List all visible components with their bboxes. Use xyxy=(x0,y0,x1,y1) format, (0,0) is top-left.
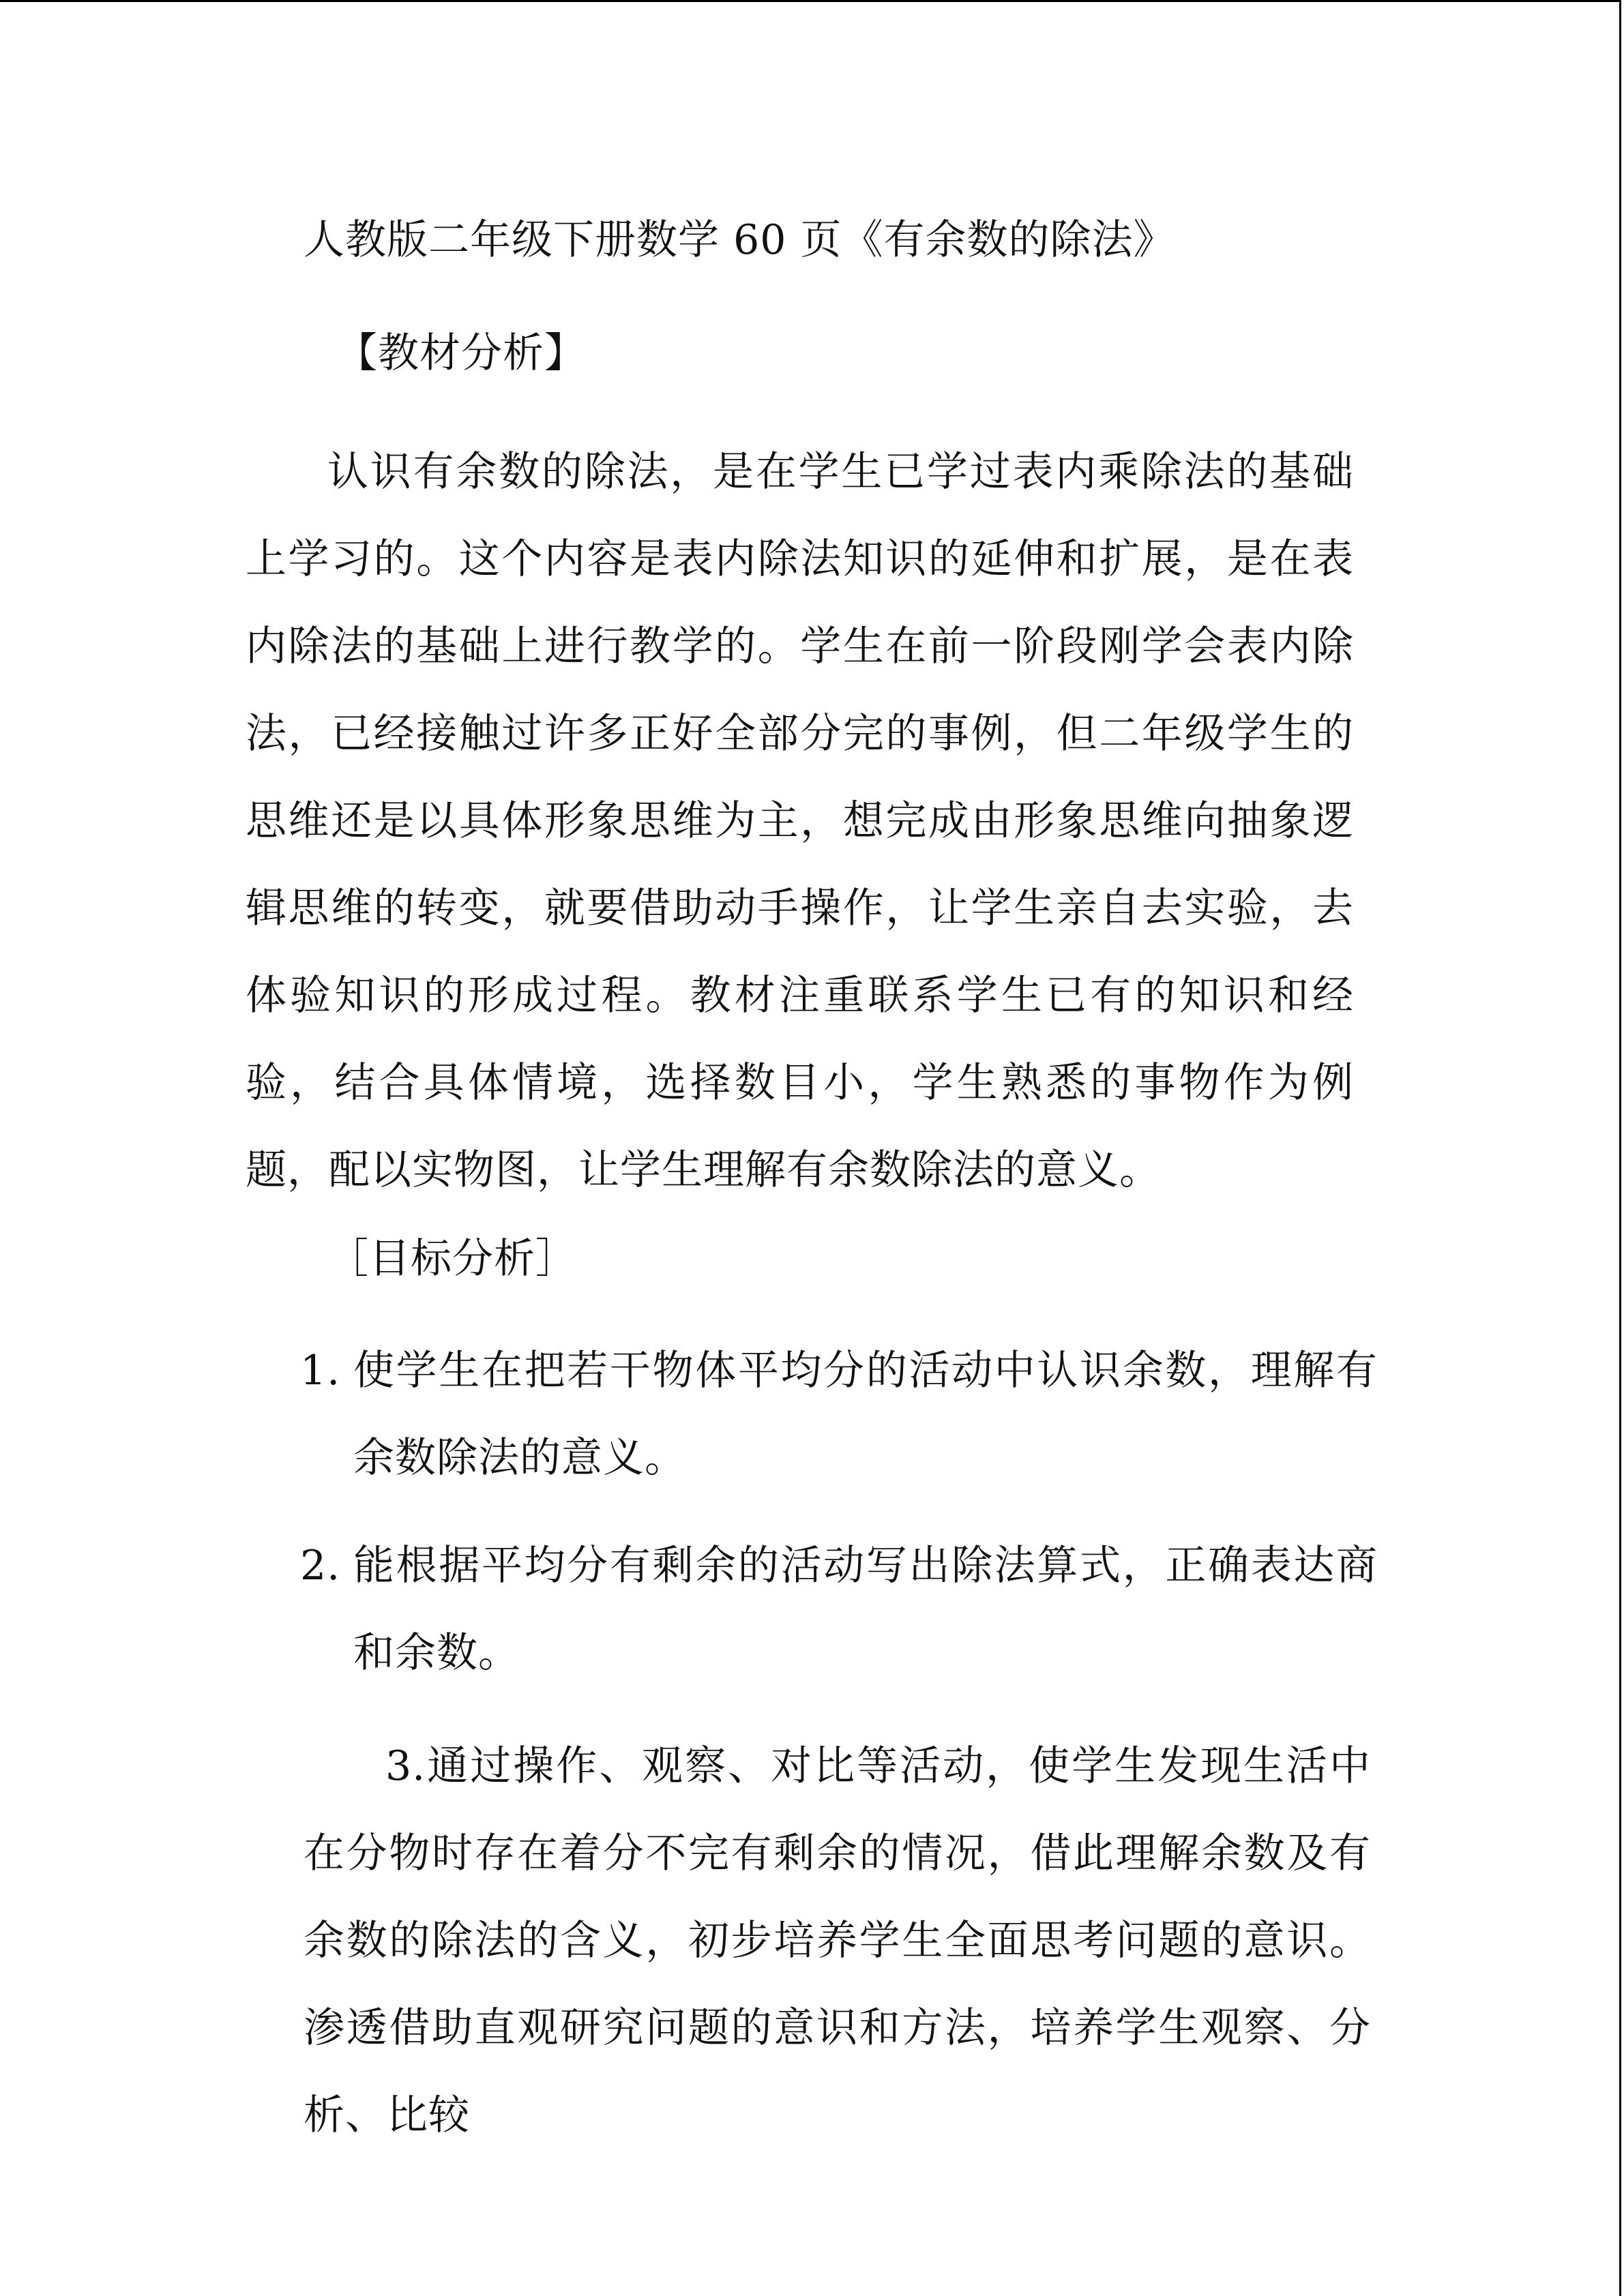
goal-number: 1. xyxy=(300,1347,341,1395)
section-heading-textbook-analysis: 【教材分析】 xyxy=(336,329,586,377)
textbook-analysis-paragraph: 认识有余数的除法，是在学生已学过表内乘除法的基础上学习的。这个内容是表内除法知识的延伸和扩展，是在表内除法的基础上进行教学的。学生在前一阶段刚学会表内除法，已经接触过许多正好全部分完的事例，但二年级学生的思维还是以具体形象思维为主，想完成由形象思维向抽象逻辑思维的转变，就要借助动手操作，让学生亲自去实验，去体验知识的形成过程。教材注重联系学生已有的知识和经验，结合具体情境，选择数目小，学生熟悉的事物作为例题，配以实物图，让学生理解有余数除法的意义。 xyxy=(246,448,1354,1194)
goal-item-3 xyxy=(304,1723,1371,2159)
goal-text: 通过操作、观察、对比等活动，使学生发现生活中在分物时存在着分不完有剩余的情况，借此理解余数及有余数的除法的含义，初步培养学生全面思考问题的意识。渗透借助直观研究问题的意识和方法，培养学生观察、分析、比较 xyxy=(304,1742,1371,2139)
goal-text: 能根据平均分有剩余的活动写出除法算式，正确表达商和余数。 xyxy=(353,1542,1378,1677)
goal-item-2 xyxy=(300,1522,1378,1697)
goal-text: 使学生在把若干物体平均分的活动中认识余数，理解有余数除法的意义。 xyxy=(353,1347,1378,1482)
goal-number: 3. xyxy=(385,1742,426,1790)
goal-number: 2. xyxy=(300,1542,341,1590)
goal-item-1 xyxy=(300,1327,1378,1502)
section-heading-goal-analysis: ［目标分析］ xyxy=(327,1235,577,1283)
document-title: 人教版二年级下册数学 60 页《有余数的除法》 xyxy=(304,216,1175,264)
